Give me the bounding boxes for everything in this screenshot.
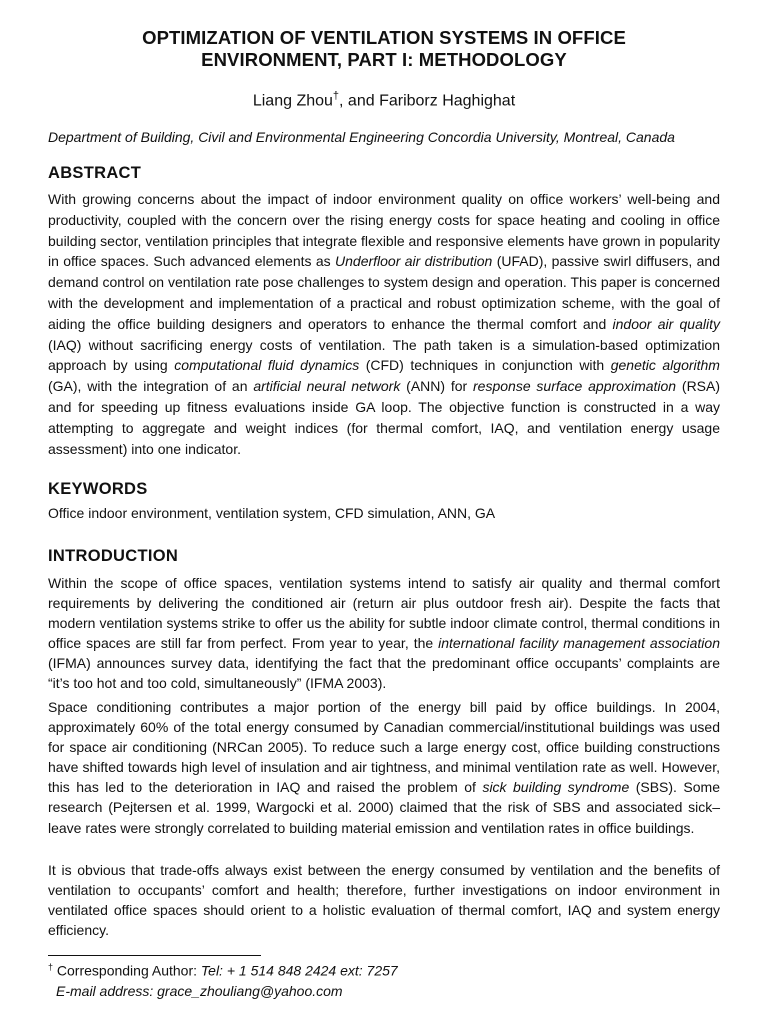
italic-term: artificial neural network [253, 378, 401, 395]
footnote-label: Corresponding Author: [53, 962, 201, 979]
keywords-text: Office indoor environment, ventilation system, CFD simulation, ANN, GA [48, 505, 496, 521]
text-run: (CFD) techniques in conjunction with [359, 357, 611, 374]
text-run: Space conditioning contributes a major portion of the energy bill paid by office buildings. In 2004, approximately 60% of the total energy consumed by Canadian commercial/institutional buildings was used for space air conditioning (NRCan 2005). To reduce such a large energy cost, office building constructions have shifted towards high level of insulation and air tightness, and minimal ventilation rate as well. However, this has led to the deterioration in IAQ and raised the problem of [48, 699, 720, 796]
abstract-heading: ABSTRACT [48, 164, 142, 182]
footnote-phone: Tel: + 1 514 848 2424 ext: 7257 [200, 962, 398, 979]
introduction-heading: INTRODUCTION [48, 547, 179, 565]
intro-paragraph-1 [48, 573, 720, 694]
italic-term: genetic algorithm [610, 357, 720, 374]
text-run: (UFAD), passive swirl diffusers, and demand control on ventilation rate pose challenges to system design and operation. This paper is concerned with the development and implementation of a practical and robust optimization scheme, with the goal of aiding the office building designers and operators to enhance the thermal comfort and [48, 253, 720, 332]
footnote-divider [48, 955, 261, 956]
author-name: Liang Zhou [252, 92, 333, 110]
text-run: (IFMA) announces survey data, identifying the fact that the predominant office occupants’ complaints are “it’s too hot and too cold, simultaneously” (IFMA 2003). [48, 655, 720, 692]
italic-term: response surface approximation [473, 378, 677, 395]
footnote-corresponding [48, 962, 398, 979]
italic-term: Underfloor air distribution [335, 253, 493, 270]
keywords-heading: KEYWORDS [48, 480, 148, 498]
intro-paragraph-3: It is obvious that trade-offs always exist between the energy consumed by ventilation and the benefits of ventilation to occupants’ comfort and health; therefore, further investigations on indoor environment in ventilated office spaces should orient to a holistic evaluation of thermal comfort, IAQ and system energy efficiency. [48, 862, 720, 939]
abstract-text [48, 189, 720, 459]
text-run: (ANN) for [400, 378, 474, 395]
italic-term: international facility management association [438, 635, 720, 652]
italic-term: computational fluid dynamics [174, 357, 360, 374]
intro-paragraph-2 [48, 697, 720, 838]
corresponding-mark: † [332, 90, 340, 102]
text-run: With growing concerns about the impact of indoor environment quality on office workers’ well-being and productivity, coupled with the concern over the rising energy costs for space heating and cooling in office building sector, ventilation principles that integrate flexible and responsive elements have grown in popularity in office spaces. Such advanced elements as [48, 191, 720, 270]
footnote-mark: † [48, 962, 54, 972]
italic-term: indoor air quality [612, 315, 720, 332]
title-line-1: OPTIMIZATION OF VENTILATION SYSTEMS IN OFFICE [142, 27, 626, 48]
italic-term: sick building syndrome [482, 779, 630, 796]
footnote-email [56, 983, 343, 999]
text-run: (IAQ) without sacrificing energy costs of ventilation. The path taken is a simulation-based optimization approach by using [48, 336, 720, 374]
text-run: (RSA) and for speeding up fitness evaluations inside GA loop. The objective function is constructed in a way attempting to aggregate and weight indices (for thermal comfort, IAQ, and ventilation energy usage assessment) into one indicator. [48, 378, 721, 457]
author-name: Fariborz Haghighat [379, 92, 516, 110]
email-address: E-mail address: grace_zhouliang@yahoo.com [56, 983, 343, 999]
text-run: Within the scope of office spaces, ventilation systems intend to satisfy air quality and thermal comfort requirements by delivering the conditioned air (return air plus outdoor fresh air). Despite the facts that modern ventilation systems strike to offer us the ability for subtle indoor climate control, thermal conditions in office spaces are still far from perfect. From year to year, the [48, 575, 720, 652]
title-line-2: ENVIRONMENT, PART I: METHODOLOGY [201, 49, 567, 70]
author-list [48, 90, 720, 110]
paper-title [48, 27, 720, 71]
text-run: (GA), with the integration of an [48, 378, 254, 395]
text-run: (SBS). Some research (Pejtersen et al. 1999, Wargocki et al. 2000) claimed that the risk of SBS and associated sick–leave rates were strongly correlated to building material emission and ventilation rates in office buildings. [48, 779, 720, 836]
affiliation: Department of Building, Civil and Environmental Engineering Concordia University, Montreal, Canada [48, 129, 675, 145]
author-separator: , and [339, 92, 380, 110]
